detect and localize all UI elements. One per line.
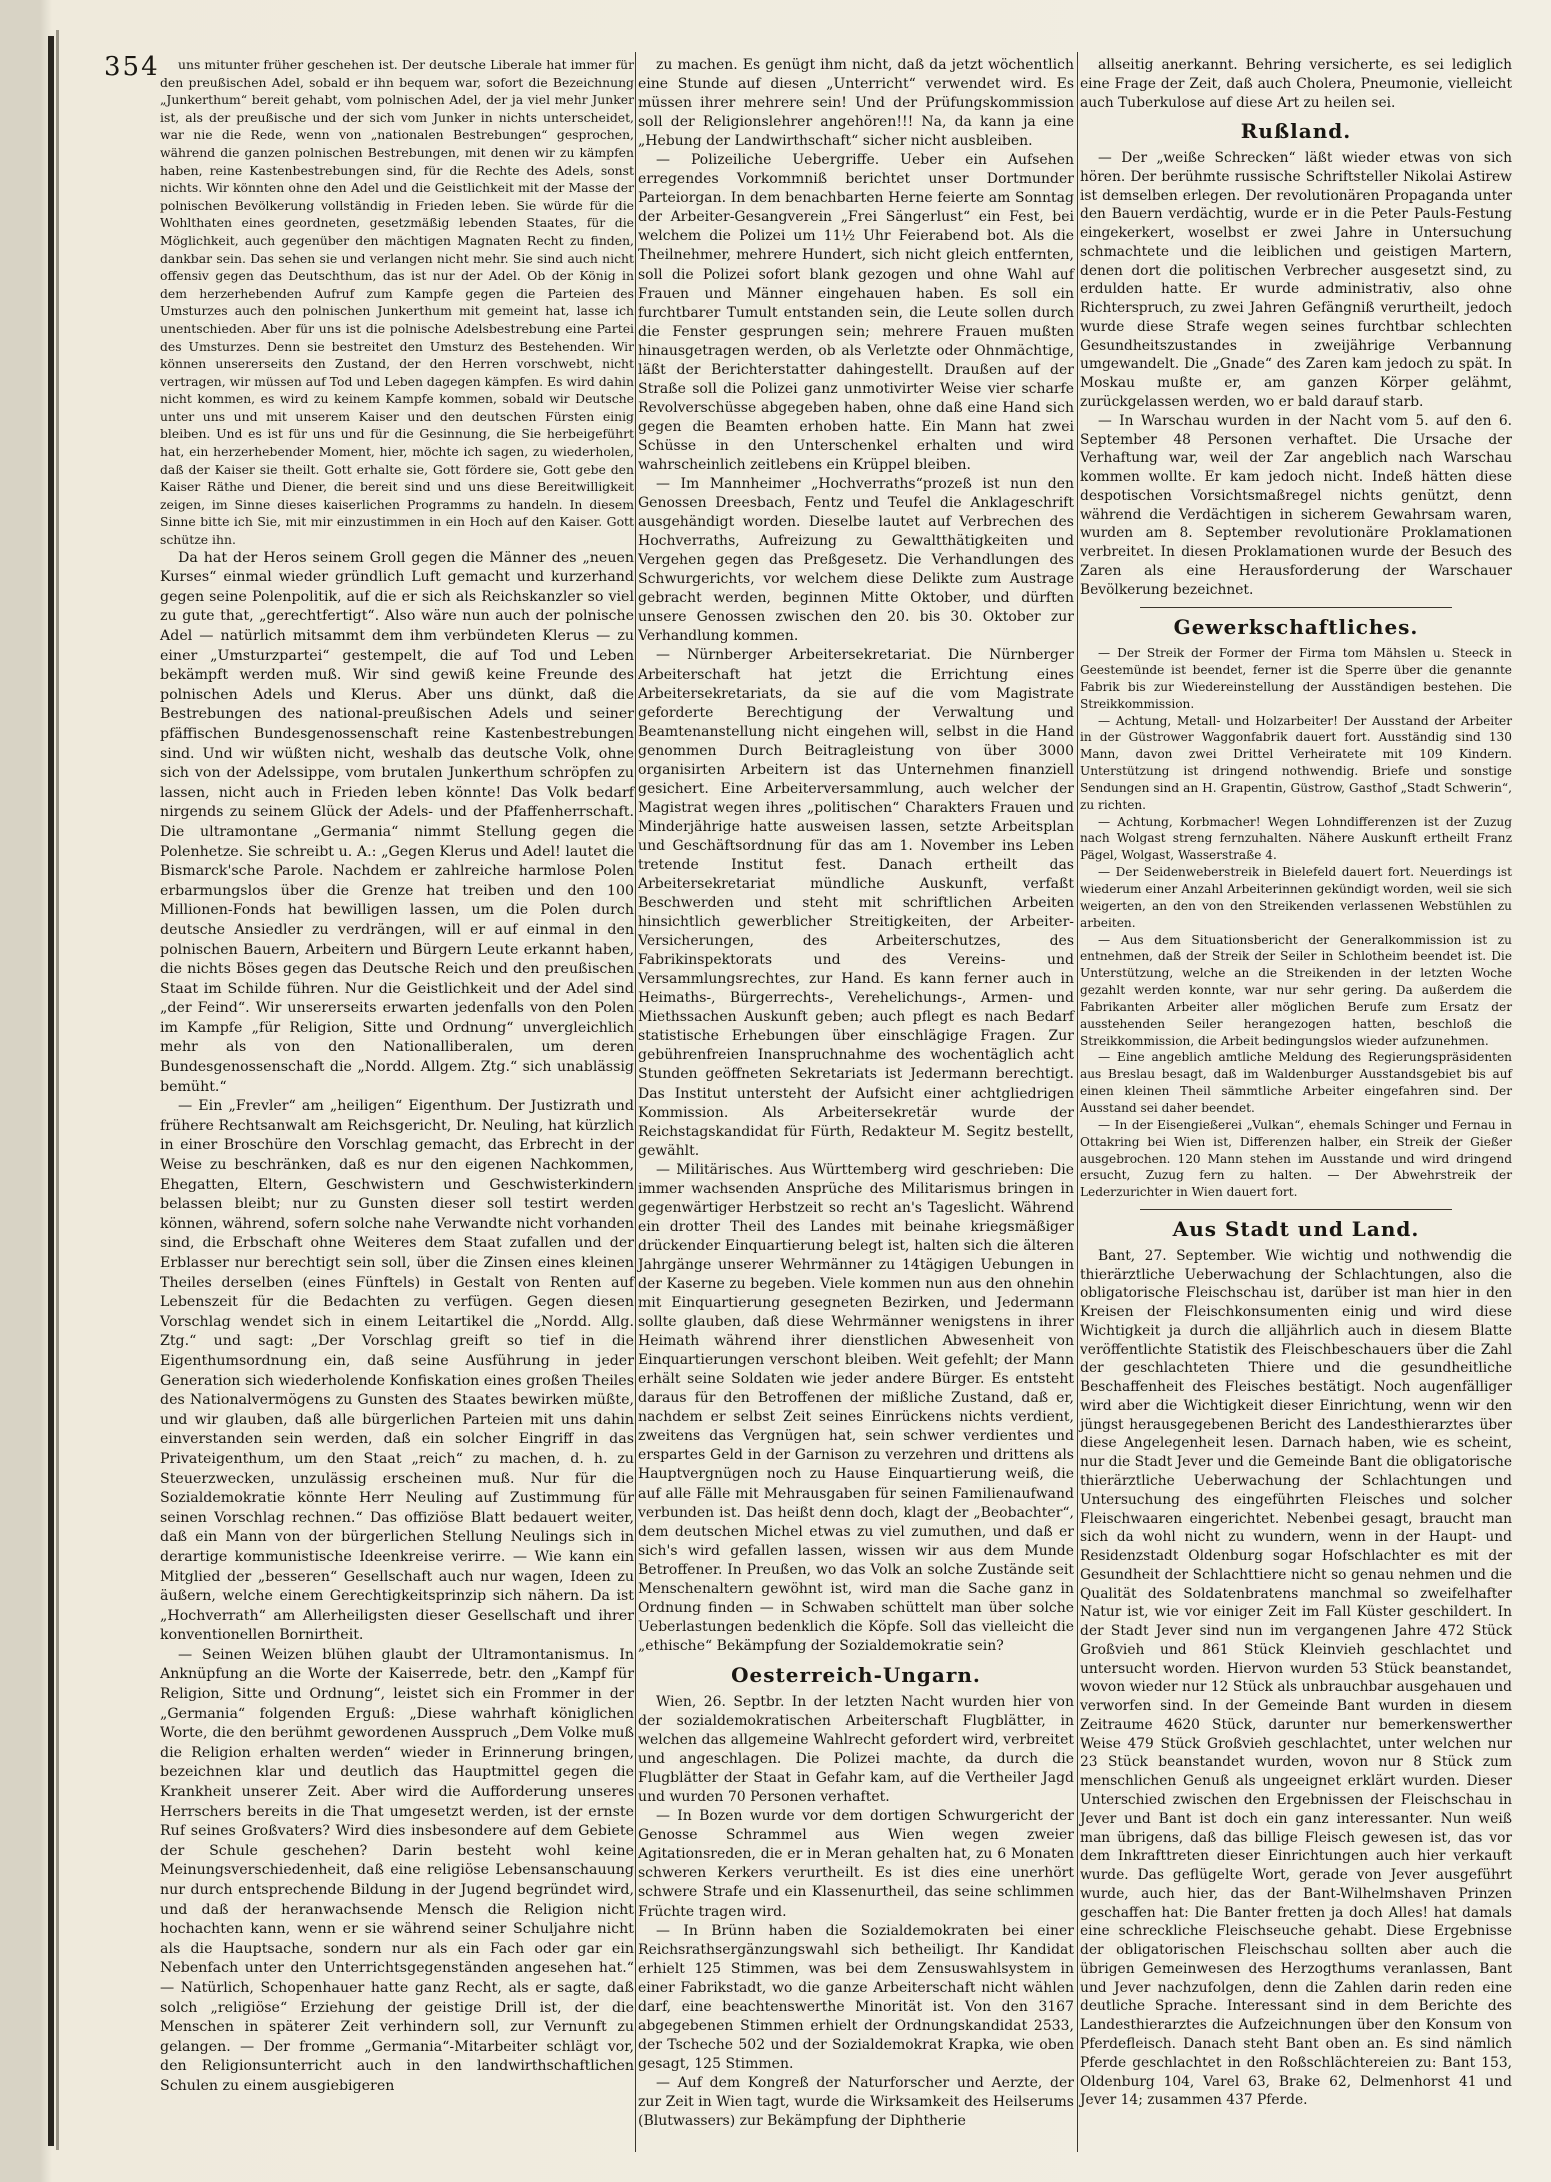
section-heading-russland: Rußland. <box>1240 119 1352 144</box>
article-paragraph: — Der Seidenweberstreik in Bielefeld dauert fort. Neuerdings ist wiederum einer Anzahl Arbeiterinnen gekündigt worden, weil sie sich weigerten, an den von den Streikenden verlassenen Webstühlen zu arbeiten. <box>1080 865 1512 930</box>
article-paragraph: — Der „weiße Schrecken“ läßt wieder etwas von sich hören. Der berühmte russische Schriftsteller Nikolai Astirew ist demselben erlegen. Der revolutionären Propaganda unter den Bauern verdächtig, wurde er in die Peter Pauls-Festung eingekerkert, woselbst er zwei Jahre in Untersuchung schmachtete und die leiblichen und geistigen Martern, denen dort die politischen Verbrecher ausgesetzt sind, zu erdulden hatte. Er wurde administrativ, also ohne Richterspruch, zu zwei Jahren Gefängniß verurtheilt, jedoch wurde diese Strafe wegen seines furchtbar schlechten Gesundheitszustandes in zweijährige Verbannung umgewandelt. Die „Gnade“ des Zaren kam jedoch zu spät. In Moskau mußte er, am ganzen Körper gelähmt, zurückgelassen werden, wo er bald darauf starb. <box>1080 150 1512 411</box>
column-2 <box>638 56 1074 2131</box>
column-rule-1 <box>635 52 636 2152</box>
article-paragraph: — Aus dem Situationsbericht der Generalkommission ist zu entnehmen, daß der Streik der Seiler in Schlotheim beendet ist. Die Unterstützung, welche an die Streikenden in der letzten Woche gezahlt werden konnte, war nur sehr gering. Da außerdem die Fabrikanten Arbeiter aller möglichen Berufe zum Ersatz der ausstehenden Seiler herangezogen hatten, beschloß die Streikkommission, die Arbeit bedingungslos wieder aufzunehmen. <box>1080 932 1512 1048</box>
section-heading-oesterreich-ungarn: Oesterreich-Ungarn. <box>731 1662 981 1687</box>
article-paragraph: — Achtung, Metall- und Holzarbeiter! Der Ausstand der Arbeiter in der Güstrower Waggonfabrik dauert fort. Ausständig sind 130 Mann, davon zwei Drittel Verheiratete mit 109 Kindern. Unterstützung ist dringend nothwendig. Briefe und sonstige Sendungen sind an H. Grapentin, Güstrow, Gasthof „Stadt Schwerin“, zu richten. <box>1080 713 1512 812</box>
page-number: 354 <box>104 52 160 82</box>
article-paragraph: — Seinen Weizen blühen glaubt der Ultramontanismus. In Anknüpfung an die Worte der Kaiserrede, betr. den „Kampf für Religion, Sitte und Ordnung“, leistet sich ein Frommer in der „Germania“ folgenden Erguß: „Diese wahrhaft königlichen Worte, die den berühmt gewordenen Ausspruch „Dem Volke muß die Religion erhalten werden“ wieder in Erinnerung bringen, bezeichnen klar und deutlich das Hauptmittel gegen die Krankheit unserer Zeit. Aber wird die Aufforderung unseres Herrschers bereits in die That umgesetzt werden, ist der ernste Ruf seines Großvaters? Wird dies insbesondere auf dem Gebiete der Schule geschehen? Darin besteht wohl keine Meinungsverschiedenheit, daß eine religiöse Lebensanschauung nur durch entsprechende Bildung in der Jugend begründet wird, und daß der heranwachsende Mensch die Religion nicht hochachten kann, wenn er sie während seiner Schuljahre nicht als die Hauptsache, sondern nur als ein Fach oder gar ein Nebenfach unter den Unterrichtsgegenständen angesehen hat.“ — Natürlich, Schopenhauer hatte ganz Recht, als er sagte, daß solch „religiöse“ Erziehung der geistige Drill ist, der die Menschen in späterer Zeit verhindern soll, zur Vernunft zu gelangen. — Der fromme „Germania“-Mitarbeiter schlägt vor, den Religionsunterricht auch in den landwirthschaftlichen Schulen zu einem ausgiebigeren <box>160 1646 634 2094</box>
article-paragraph: — Eine angeblich amtliche Meldung des Regierungspräsidenten aus Breslau besagt, daß im Waldenburger Ausstandsgebiet bis auf einen kleinen Theil sämmtliche Arbeiter eingefahren sind. Der Ausstand sei daher beendet. <box>1080 1050 1512 1115</box>
article-paragraph: — Im Mannheimer „Hochverraths“prozeß ist nun den Genossen Dreesbach, Fentz und Teufel die Anklageschrift ausgehändigt worden. Dieselbe lautet auf Verbrechen des Hochverraths, Aufreizung zu Gewaltthätigkeiten und Vergehen gegen das Preßgesetz. Die Verhandlungen des Schwurgerichts, vor welchem diese Delikte zum Austrage gebracht werden, beginnen Mitte Oktober, und dürften unsere Genossen zwischen den 20. bis 30. Oktober zur Verhandlung kommen. <box>638 476 1074 645</box>
section-divider <box>1140 1209 1452 1210</box>
section-heading-gewerkschaftliches: Gewerkschaftliches. <box>1173 615 1419 640</box>
section-divider <box>1140 607 1452 608</box>
binding-edge-shadow <box>56 30 59 2150</box>
article-paragraph: — In Brünn haben die Sozialdemokraten bei einer Reichsrathsergänzungswahl sich betheiligt. Ihr Kandidat erhielt 125 Stimmen, was bei dem Zensuswahlsystem in einer Fabrikstadt, wo die ganze Arbeiterschaft nicht wählen darf, eine beachtenswerthe Minorität ist. Von den 3167 abgegebenen Stimmen erhielt der Ordnungskandidat 2533, der Tscheche 502 und der Sozialdemokrat Krapka, wie oben gesagt, 125 Stimmen. <box>638 1922 1074 2072</box>
binding-edge <box>48 36 54 2146</box>
section-heading-aus-stadt-und-land: Aus Stadt und Land. <box>1172 1217 1420 1242</box>
article-paragraph: — In Bozen wurde vor dem dortigen Schwurgericht der Genosse Schrammel aus Wien wegen zweier Agitationsreden, die er in Meran gehalten hat, zu 6 Monaten schweren Kerkers verurtheilt. Es ist dies eine unerhört schwere Strafe und ein Klassenurtheil, das seine schlimmen Früchte tragen wird. <box>638 1808 1074 1920</box>
column-1 <box>160 56 634 2097</box>
article-paragraph: Bant, 27. September. Wie wichtig und nothwendig die thierärztliche Ueberwachung der Schlachtungen, also die obligatorische Fleischschau ist, darüber ist man hier in den Kreisen der Fleischkonsumenten einig und wird diese Wichtigkeit ja durch die alljährlich auch in diesem Blatte veröffentlichte Statistik des Fleischbeschauers über die Zahl der geschlachteten Thiere und die gesundheitliche Beschaffenheit des Fleisches bestätigt. Noch augenfälliger wird aber die Wichtigkeit dieser Einrichtung, wenn wir den jüngst herausgegebenen Bericht des Landesthierarztes über diese Angelegenheit lesen. Darnach haben, wie es scheint, nur die Stadt Jever und die Gemeinde Bant die obligatorische thierärztliche Ueberwachung der Schlachtungen und Untersuchung des eingeführten Fleisches und solcher Fleischwaaren eingerichtet. Nebenbei gesagt, braucht man sich da wohl nicht zu wundern, wenn in der Haupt- und Residenzstadt Oldenburg sogar Hofschlachter es mit der Gesundheit der Schlachttiere nicht so genau nehmen und die Qualität des Soldatenbratens manchmal so zweifelhafter Natur ist, wie vor einiger Zeit im Fall Küster geschildert. In der Stadt Jever sind nun im vergangenen Jahre 472 Stück Großvieh und 861 Stück Kleinvieh geschlachtet und untersucht worden. Hiervon wurden 53 Stück beanstandet, wovon wieder nur 12 Stück als unbrauchbar ausgehauen und verworfen sind. In der Gemeinde Bant wurden in diesem Zeitraume 4620 Stück, darunter nur bemerkenswerther Weise 479 Stück Großvieh geschlachtet, unter welchen nur 23 Stück beanstandet wurden, wovon nur 8 Stück zum menschlichen Genuß als ungeeignet erklärt wurden. Dieser Unterschied zwischen den Ergebnissen der Fleischschau in Jever und Bant ist doch ein ganz interessanter. Nun weiß man übrigens, daß das billige Fleisch gewesen ist, das vor dem Inkrafttreten dieser Einrichtungen auch hier verkauft wurde. Das geflügelte Wort, gerade von Jever ausgeführt wurde, auch hier, das der Bant-Wilhelmshaven Prinzen geschaffen hat: Die Banter fretten ja doch Alles! hat damals eine schreckliche Fleischseuche gehabt. Diese Ergebnisse der obligatorischen Fleischschau sollten aber auch die übrigen Gemeinwesen des Herzogthums veranlassen, Bant und Jever nachzufolgen, denn die Zahlen darin reden eine deutliche Sprache. Interessant sind in dem Berichte des Landesthierarztes die Aufzeichnungen über den Konsum von Pferdefleisch. Danach steht Bant oben an. Es sind nämlich Pferde geschlachtet in den Roßschlächtereien zu: Bant 153, Oldenburg 104, Varel 63, Brake 62, Delmenhorst 41 und Jever 14; zusammen 437 Pferde. <box>1080 1247 1512 2109</box>
article-paragraph: Wien, 26. Septbr. In der letzten Nacht wurden hier von der sozialdemokratischen Arbeiterschaft Flugblätter, in welchen das allgemeine Wahlrecht gefordert wird, verbreitet und angeschlagen. Die Polizei machte, da durch die Flugblätter der Staat in Gefahr kam, auf die Vertheiler Jagd und wurden 70 Personen verhaftet. <box>638 1693 1074 1806</box>
article-paragraph: — Auf dem Kongreß der Naturforscher und Aerzte, der zur Zeit in Wien tagt, wurde die Wirksamkeit des Heilserums (Blutwassers) zur Bekämpfung der Diphtherie <box>638 2074 1074 2130</box>
article-paragraph: — In Warschau wurden in der Nacht vom 5. auf den 6. September 48 Personen verhaftet. Die Ursache der Verhaftung war, weil der Zar angeblich nach Warschau kommen wollte. Er kam jedoch nicht. Indeß hätten diese despotischen Vorsichtsmaßregel nichts genützt, denn während die Verdächtigen in sicherem Gewahrsam waren, wurden am 8. September revolutionäre Proklamationen verbreitet. In diesen Proklamationen wurde der Besuch des Zaren als eine Herausforderung der Warschauer Bevölkerung bezeichnet. <box>1080 412 1512 598</box>
article-paragraph: — Nürnberger Arbeitersekretariat. Die Nürnberger Arbeiterschaft hat jetzt die Errichtung eines Arbeitersekretariats, da sie auf die vom Magistrate geforderte Berechtigung der Verwaltung und Beamtenanstellung nicht eingehen will, selbst in die Hand genommen Durch Beitragleistung von über 3000 organisirten Arbeitern ist das Unternehmen finanziell gesichert. Eine Arbeiterversammlung, auch welcher der Magistrat wegen ihres „politischen“ Charakters Frauen und Minderjährige hatte ausweisen lassen, setzte Arbeitsplan und Geschäftsordnung für das am 1. November ins Leben tretende Institut fest. Danach ertheilt das Arbeitersekretariat mündliche Auskunft, verfaßt Beschwerden und steht mit schriftlichen Arbeiten hinsichtlich gewerblicher Streitigkeiten, der Arbeiter-Versicherungen, des Arbeiterschutzes, des Fabrikinspektorats und des Vereins- und Versammlungsrechtes, zur Hand. Es kann ferner auch in Heimaths-, Bürgerrechts-, Verehelichungs-, Armen- und Miethssachen Auskunft geben; auch pflegt es nach Bedarf statistische Erhebungen über einschlägige Fragen. Zur gebührenfreien Inanspruchnahme des wochentäglich acht Stunden geöffneten Sekretariats ist Jedermann berechtigt. Das Institut untersteht der Aufsicht einer achtgliedrigen Kommission. Als Arbeitersekretär wurde der Reichstagskandidat für Fürth, Redakteur M. Segitz bestellt, gewählt. <box>638 647 1074 1159</box>
article-paragraph: — Ein „Frevler“ am „heiligen“ Eigenthum. Der Justizrath und frühere Rechtsanwalt am Reichsgericht, Dr. Neuling, hat kürzlich in einer Broschüre den Vorschlag gemacht, das Erbrecht in der Weise zu beschränken, daß es nur den eigenen Nachkommen, Ehegatten, Eltern, Geschwistern und Geschwisterkindern belassen bleibt; nur zu Gunsten dieser soll testirt werden können, während, sofern solche nahe Verwandte nicht vorhanden sind, die Erbschaft ohne Weiteres dem Staat zufallen und der Erblasser nur berechtigt sein soll, über die Zinsen eines kleinen Theiles derselben (eines Fünftels) in Gestalt von Renten auf Lebenszeit für die Bedachten zu verfügen. Gegen diesen Vorschlag wendet sich in einem Leitartikel die „Nordd. Allg. Ztg.“ und sagt: „Der Vorschlag greift so tief in die Eigenthumsordnung ein, daß seine Ausführung in jeder Generation sich wiederholende Konfiskation eines großen Theiles des Nationalvermögens zu Gunsten des Staates bewirken müßte, und wir glauben, daß alle bürgerlichen Parteien mit uns dahin einverstanden sein werden, daß ein solcher Eingriff in das Privateigenthum, um den Staat „reich“ zu machen, d. h. zu Steuerzwecken, unzulässig erscheinen muß. Nur für die Sozialdemokratie könnte Herr Neuling auf Zustimmung für seinen Vorschlag rechnen.“ Das offiziöse Blatt bedauert weiter, daß ein Mann von der bürgerlichen Stellung Neulings sich in derartige kommunistische Ideenkreise verirre. — Wie kann ein Mitglied der „besseren“ Gesellschaft auch nur wagen, Ideen zu äußern, welche einem Gerechtigkeitsprinzip sich nähern. Da ist „Hochverrath“ am Allerheiligsten dieser Gesellschaft und ihrer konventionellen Bornirtheit. <box>160 1098 634 1644</box>
article-paragraph: — Achtung, Korbmacher! Wegen Lohndifferenzen ist der Zuzug nach Wolgast streng fernzuhalten. Nähere Auskunft ertheilt Franz Pägel, Wolgast, Wasserstraße 4. <box>1080 814 1512 863</box>
article-paragraph: — Polizeiliche Uebergriffe. Ueber ein Aufsehen erregendes Vorkommniß berichtet unser Dortmunder Parteiorgan. In dem benachbarten Herne feierte am Sonntag der Arbeiter-Gesangverein „Frei Sängerlust“ ein Fest, bei welchem die Polizei um 11½ Uhr Feierabend bot. Als die Theilnehmer, mehrere Hundert, sich nicht gleich entfernten, soll die Polizei sofort blank gezogen und ohne Wahl auf Frauen und Männer eingehauen haben. Es soll ein furchtbarer Tumult entstanden sein, die Leute sollen durch die Fenster gesprungen sein; mehrere Frauen mußten hinausgetragen werden, ob als Verletzte oder Ohnmächtige, läßt der Berichterstatter dahingestellt. Draußen auf der Straße soll die Polizei ganz unmotivirter Weise vier scharfe Revolverschüsse abgegeben haben, ohne daß eine Hand sich gegen die Beamten erhoben hatte. Ein Mann hat zwei Schüsse in den Unterschenkel erhalten und wird wahrscheinlich zeitlebens ein Krüppel bleiben. <box>638 152 1074 473</box>
article-paragraph: — In der Eisengießerei „Vulkan“, ehemals Schinger und Fernau in Ottakring bei Wien ist, Differenzen halber, ein Streik der Gießer ausgebrochen. 120 Mann stehen im Ausstande und wird dringend ersucht, Zuzug fern zu halten. — Der Abwehrstreik der Lederzurichter in Wien dauert fort. <box>1080 1117 1512 1200</box>
column-3 <box>1080 56 1512 2110</box>
column-rule-2 <box>1077 52 1078 2152</box>
article-paragraph: — Militärisches. Aus Württemberg wird geschrieben: Die immer wachsenden Ansprüche des Militarismus bringen in gegenwärtiger Herbstzeit so recht an's Tageslicht. Während ein drotter Theil des Landes mit beinahe kriegsmäßiger drückender Einquartierung belegt ist, halten sich die älteren Jahrgänge unserer Wehrmänner zu 14tägigen Uebungen in der Kaserne zu begeben. Viele kommen nun aus den ohnehin mit Einquartierung gesegneten Bezirken, und Jedermann sollte glauben, daß diese Wehrmänner wenigstens in ihrer Heimath während ihrer dienstlichen Abwesenheit von Einquartierungen verschont bleiben. Weit gefehlt; der Mann erhält seine Soldaten wie jeder andere Bürger. Es entsteht daraus für den Betroffenen der mißliche Zustand, daß er, nachdem er selbst Zeit seines Einrückens nichts verdient, zweitens das Vergnügen hat, sein schwer verdientes und erspartes Geld in der Garnison zu verzehren und drittens als Hauptvergnügen noch zu Hause Einquartierung weiß, die auf alle Fälle mit Mehrausgaben für seinen Familienaufwand verbunden ist. Das heißt denn doch, klagt der „Beobachter“, dem deutschen Michel etwas zu viel zumuthen, und daß er sich's wird gefallen lassen, wissen wir aus dem Munde Betroffener. In Preußen, wo das Volk an solche Zustände seit Menschenaltern gewöhnt ist, wird man die Sache ganz in Ordnung finden — in Schwaben schüttelt man über solche Ueberlastungen bedenklich die Köpfe. Soll das vielleicht die „ethische“ Bekämpfung der Sozialdemokratie sein? <box>638 1161 1074 1654</box>
article-paragraph: — Der Streik der Former der Firma tom Mähslen u. Steeck in Geestemünde ist beendet, ferner ist die Sperre über die genannte Fabrik bis zur Wiedereinstellung der Ausständigen bestehen. Die Streikkommission. <box>1080 646 1512 711</box>
article-paragraph: allseitig anerkannt. Behring versicherte, es sei lediglich eine Frage der Zeit, daß auch Cholera, Pneumonie, vielleicht auch Tuberkulose auf diese Art zu heilen sei. <box>1080 57 1512 111</box>
article-paragraph: Da hat der Heros seinem Groll gegen die Männer des „neuen Kurses“ einmal wieder gründlich Luft gemacht und kurzerhand gegen seine Polenpolitik, auf die er sich als Reichskanzler so viel zu gute that, „gerechtfertigt“. Also wäre nun auch der polnische Adel — natürlich mitsammt dem ihm verbündeten Klerus — zu einer „Umsturzpartei“ gestempelt, die auf Tod und Leben bekämpft werden muß. Wir sind gewiß keine Freunde des polnischen Adels und Klerus. Aber uns dünkt, daß die Bestrebungen des national-preußischen Adels und seiner pfäffischen Bundesgenossenschaft reine Kastenbestrebungen sind. Und wir wüßten nicht, weshalb das deutsche Volk, ohne sich von der Adelssippe, vom brutalen Junkerthum schröpfen zu lassen, nicht auch in Frieden leben könnte! Das Volk bedarf nirgends zu seinem Glück der Adels- und der Pfaffenherrschaft. Die ultramontane „Germania“ nimmt Stellung gegen die Polenhetze. Sie schreibt u. A.: „Gegen Klerus und Adel! lautet die Bismarck'sche Parole. Nachdem er zahlreiche harmlose Polen erbarmungslos über die Grenze hat treiben und den 100 Millionen-Fonds hat bewilligen lassen, um die Polen durch deutsche Ansiedler zu verdrängen, will er auf einmal in den polnischen Bauern, Arbeitern und Bürgern Leute erkannt haben, die nichts Böses gegen das Deutsche Reich und den preußischen Staat im Schilde führen. Nur die Geistlichkeit und der Adel sind „der Feind“. Wir unsererseits erwarten jedenfalls von den Polen im Kampfe „für Religion, Sitte und Ordnung“ unvergleichlich mehr als von den Nationalliberalen, um deren Bundesgenossenschaft die „Nordd. Allgem. Ztg.“ sich unablässig bemüht.“ <box>160 549 634 1095</box>
article-paragraph: uns mitunter früher geschehen ist. Der deutsche Liberale hat immer für den preußischen Adel, sobald er ihn bequem war, sofort die Bezeichnung „Junkerthum“ bereit gehabt, vom polnischen Adel, der ja viel mehr Junker ist, als der preußische und der sich vom Junker in nichts unterscheidet, war nie die Rede, wenn von „nationalen Bestrebungen“ gesprochen, während die ganzen polnischen Bestrebungen, mit denen wir zu kämpfen haben, reine Kastenbestrebungen sind, für die Rechte des Adels, sonst nichts. Wir könnten ohne den Adel und die Geistlichkeit mit der Masse der polnischen Bevölkerung vollständig in Frieden leben. Sie würde für die Wohlthaten eines geordneten, gesetzmäßig lebenden Staates, für die Möglichkeit, auch gegenüber den mächtigen Magnaten Recht zu finden, dankbar sein. Das sehen sie und verlangen nicht mehr. Sie sind auch nicht offensiv gegen das Deutschthum, das ist nur der Adel. Ob der König in dem herzerhebenden Aufruf zum Kampfe gegen die Parteien des Umsturzes auch den polnischen Junkerthum mit gemeint hat, lasse ich unentschieden. Aber für uns ist die polnische Adelsbestrebung eine Partei des Umsturzes. Denn sie bestreitet den Umsturz des Bestehenden. Wir können unsererseits den Zustand, der den Herren vorschwebt, nicht vertragen, wir müssen auf Tod und Leben dagegen kämpfen. Es wird dahin nicht kommen, es wird zu keinem Kampfe kommen, sobald wir Deutsche unter uns und mit unserem Kaiser und den deutschen Fürsten einig bleiben. Und es ist für uns und für die Gesinnung, die Sie herbeigeführt hat, ein herzerhebender Moment, hier, möchte ich sagen, zu wiederholen, daß der Kaiser sie theilt. Gott erhalte sie, Gott fördere sie, Gott gebe den Kaiser Räthe und Diener, die bereit sind und uns diese Bereitwilligkeit zeigen, im Sinne dieses kaiserlichen Programms zu handeln. In diesem Sinne bitte ich Sie, mit mir einzustimmen in ein Hoch auf den Kaiser. Gott schütze ihn. <box>160 57 634 548</box>
article-paragraph: zu machen. Es genügt ihm nicht, daß da jetzt wöchentlich eine Stunde auf diesen „Unterricht“ verwendet wird. Es müssen ihrer mehrere sein! Und der Prüfungskommission soll der Religionslehrer angehören!!! Na, da kann ja eine „Hebung der Landwirthschaft“ sicher nicht ausbleiben. <box>638 57 1074 150</box>
